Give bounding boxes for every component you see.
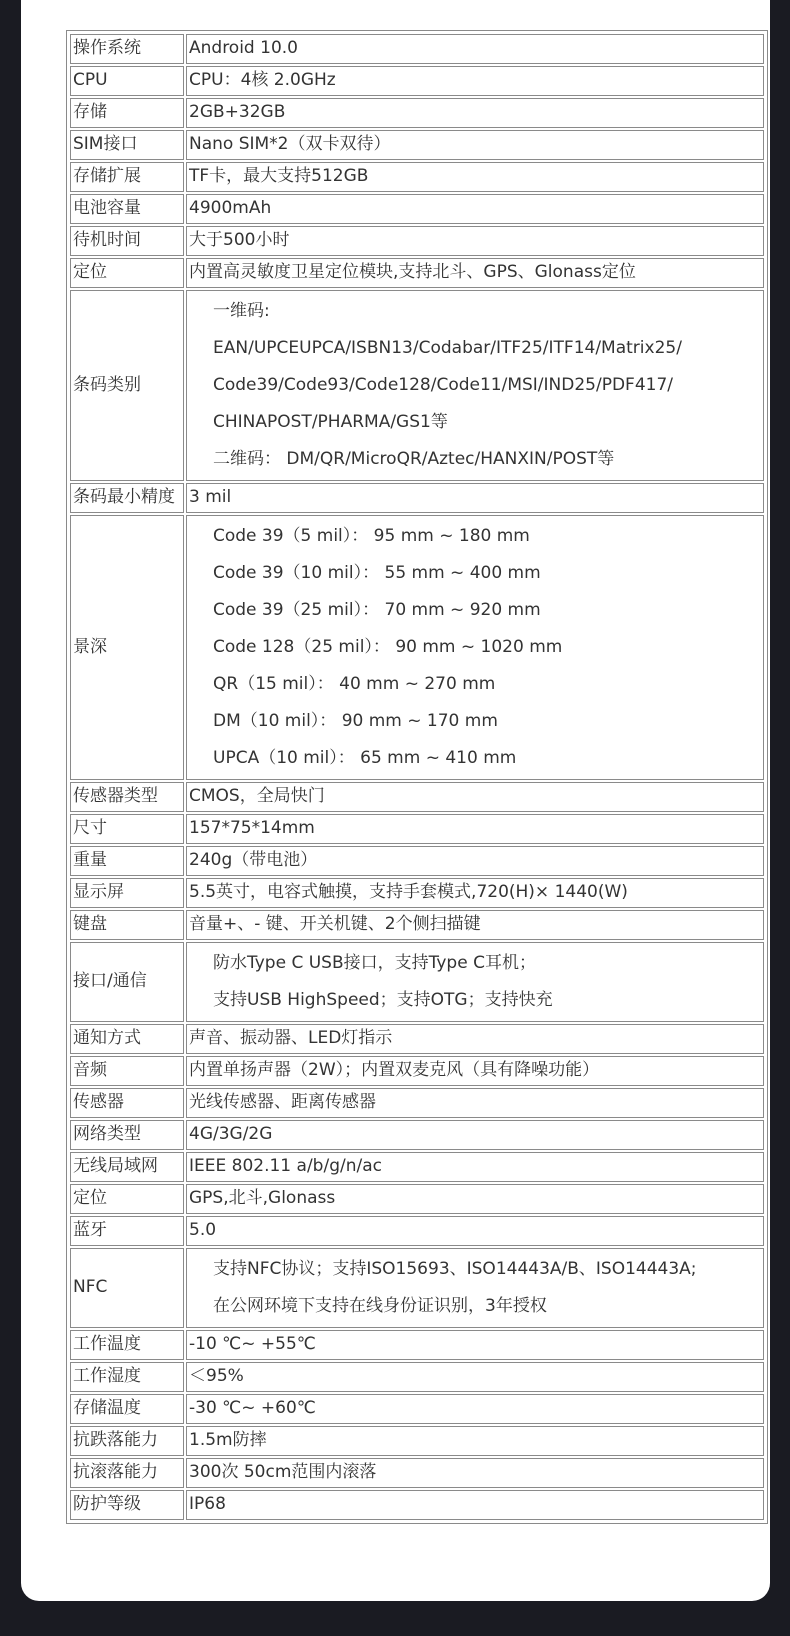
- spec-label: 定位: [70, 1184, 184, 1214]
- spec-value: IEEE 802.11 a/b/g/n/ac: [186, 1152, 764, 1182]
- spec-value: 音量+、- 键、开关机键、2个侧扫描键: [186, 910, 764, 940]
- spec-value: CMOS，全局快门: [186, 782, 764, 812]
- spec-table-frame: [66, 30, 768, 1524]
- table-row: [70, 98, 764, 128]
- spec-value-line: QR（15 mil）： 40 mm ~ 270 mm: [213, 674, 496, 694]
- spec-value: 内置单扬声器（2W）；内置双麦克风（具有降噪功能）: [186, 1056, 764, 1086]
- spec-label: 防护等级: [70, 1490, 184, 1520]
- table-row: [70, 1394, 764, 1424]
- table-row: [70, 782, 764, 812]
- spec-value: -30 ℃~ +60℃: [186, 1394, 764, 1424]
- spec-label: 工作湿度: [70, 1362, 184, 1392]
- spec-label: 景深: [70, 515, 184, 780]
- spec-table: [68, 32, 766, 1522]
- spec-label: 待机时间: [70, 226, 184, 256]
- spec-label: 通知方式: [70, 1024, 184, 1054]
- spec-value: 157*75*14mm: [186, 814, 764, 844]
- spec-value: 300次 50cm范围内滚落: [186, 1458, 764, 1488]
- table-row: [70, 258, 764, 288]
- spec-value: 3 mil: [186, 483, 764, 513]
- spec-value: [186, 1248, 764, 1328]
- spec-value: ＜95%: [186, 1362, 764, 1392]
- table-row: [70, 66, 764, 96]
- spec-label: 网络类型: [70, 1120, 184, 1150]
- table-row: [70, 1248, 764, 1328]
- spec-value: 4G/3G/2G: [186, 1120, 764, 1150]
- spec-label: 操作系统: [70, 34, 184, 64]
- table-row: [70, 1056, 764, 1086]
- table-row: [70, 1362, 764, 1392]
- table-row: [70, 130, 764, 160]
- table-row: [70, 483, 764, 513]
- spec-label: 定位: [70, 258, 184, 288]
- spec-label: CPU: [70, 66, 184, 96]
- spec-value-line: 防水Type C USB接口，支持Type C耳机；: [213, 953, 536, 973]
- spec-value: 大于500小时: [186, 226, 764, 256]
- spec-value-line: Code 39（25 mil）： 70 mm ~ 920 mm: [213, 600, 541, 620]
- spec-value-line: 支持USB HighSpeed；支持OTG；支持快充: [213, 990, 553, 1010]
- spec-label: 工作温度: [70, 1330, 184, 1360]
- table-row: [70, 1458, 764, 1488]
- spec-label: 蓝牙: [70, 1216, 184, 1246]
- spec-value-line: Code39/Code93/Code128/Code11/MSI/IND25/PDF417/: [213, 375, 674, 395]
- table-row: [70, 1120, 764, 1150]
- spec-label: 电池容量: [70, 194, 184, 224]
- spec-value: 1.5m防摔: [186, 1426, 764, 1456]
- spec-label: 抗滚落能力: [70, 1458, 184, 1488]
- spec-value: 2GB+32GB: [186, 98, 764, 128]
- spec-label: 存储温度: [70, 1394, 184, 1424]
- spec-value: Nano SIM*2（双卡双待）: [186, 130, 764, 160]
- spec-value: [186, 290, 764, 481]
- spec-label: NFC: [70, 1248, 184, 1328]
- spec-value-line: Code 39（5 mil）： 95 mm ~ 180 mm: [213, 526, 530, 546]
- table-row: [70, 1426, 764, 1456]
- spec-value: Android 10.0: [186, 34, 764, 64]
- spec-value-line: EAN/UPCEUPCA/ISBN13/Codabar/ITF25/ITF14/Matrix25/: [213, 338, 682, 358]
- spec-label: 显示屏: [70, 878, 184, 908]
- table-row: [70, 226, 764, 256]
- spec-label: 接口/通信: [70, 942, 184, 1022]
- spec-value: CPU：4核 2.0GHz: [186, 66, 764, 96]
- spec-value: 内置高灵敏度卫星定位模块,支持北斗、GPS、Glonass定位: [186, 258, 764, 288]
- spec-value: IP68: [186, 1490, 764, 1520]
- table-row: [70, 194, 764, 224]
- spec-value: GPS,北斗,Glonass: [186, 1184, 764, 1214]
- spec-label: 传感器类型: [70, 782, 184, 812]
- spec-value: [186, 942, 764, 1022]
- table-row: [70, 1184, 764, 1214]
- spec-value: [186, 515, 764, 780]
- spec-value-line: Code 128（25 mil）： 90 mm ~ 1020 mm: [213, 637, 563, 657]
- table-row: [70, 1088, 764, 1118]
- spec-value-line: Code 39（10 mil）： 55 mm ~ 400 mm: [213, 563, 541, 583]
- spec-value: TF卡，最大支持512GB: [186, 162, 764, 192]
- spec-value: 5.5英寸，电容式触摸，支持手套模式,720(H)× 1440(W): [186, 878, 764, 908]
- spec-value-line: 二维码： DM/QR/MicroQR/Aztec/HANXIN/POST等: [213, 449, 615, 469]
- spec-label: 无线局域网: [70, 1152, 184, 1182]
- table-row: [70, 1216, 764, 1246]
- spec-value: 光线传感器、距离传感器: [186, 1088, 764, 1118]
- spec-label: 存储扩展: [70, 162, 184, 192]
- spec-label: 重量: [70, 846, 184, 876]
- spec-label: 尺寸: [70, 814, 184, 844]
- spec-label: 存储: [70, 98, 184, 128]
- table-row: [70, 1024, 764, 1054]
- spec-value: 声音、振动器、LED灯指示: [186, 1024, 764, 1054]
- spec-table-body: [70, 34, 764, 1520]
- table-row: [70, 34, 764, 64]
- spec-value: -10 ℃~ +55℃: [186, 1330, 764, 1360]
- spec-label: 条码最小精度: [70, 483, 184, 513]
- spec-label: 音频: [70, 1056, 184, 1086]
- spec-value-line: 支持NFC协议；支持ISO15693、ISO14443A/B、ISO14443A;: [213, 1259, 697, 1279]
- spec-value: 240g（带电池）: [186, 846, 764, 876]
- table-row: [70, 1330, 764, 1360]
- spec-label: 抗跌落能力: [70, 1426, 184, 1456]
- table-row: [70, 910, 764, 940]
- spec-value-line: 在公网环境下支持在线身份证识别，3年授权: [213, 1296, 547, 1316]
- spec-label: SIM接口: [70, 130, 184, 160]
- table-row: [70, 814, 764, 844]
- spec-label: 键盘: [70, 910, 184, 940]
- table-row: [70, 290, 764, 481]
- spec-label: 条码类别: [70, 290, 184, 481]
- table-row: [70, 942, 764, 1022]
- table-row: [70, 846, 764, 876]
- spec-value-line: 一维码:: [213, 301, 270, 321]
- spec-label: 传感器: [70, 1088, 184, 1118]
- table-row: [70, 1152, 764, 1182]
- spec-value: 5.0: [186, 1216, 764, 1246]
- table-row: [70, 1490, 764, 1520]
- table-row: [70, 162, 764, 192]
- content-card: [21, 0, 770, 1601]
- table-row: [70, 515, 764, 780]
- spec-value-line: UPCA（10 mil）： 65 mm ~ 410 mm: [213, 748, 517, 768]
- spec-value-line: DM（10 mil）： 90 mm ~ 170 mm: [213, 711, 498, 731]
- table-row: [70, 878, 764, 908]
- spec-value: 4900mAh: [186, 194, 764, 224]
- spec-value-line: CHINAPOST/PHARMA/GS1等: [213, 412, 448, 432]
